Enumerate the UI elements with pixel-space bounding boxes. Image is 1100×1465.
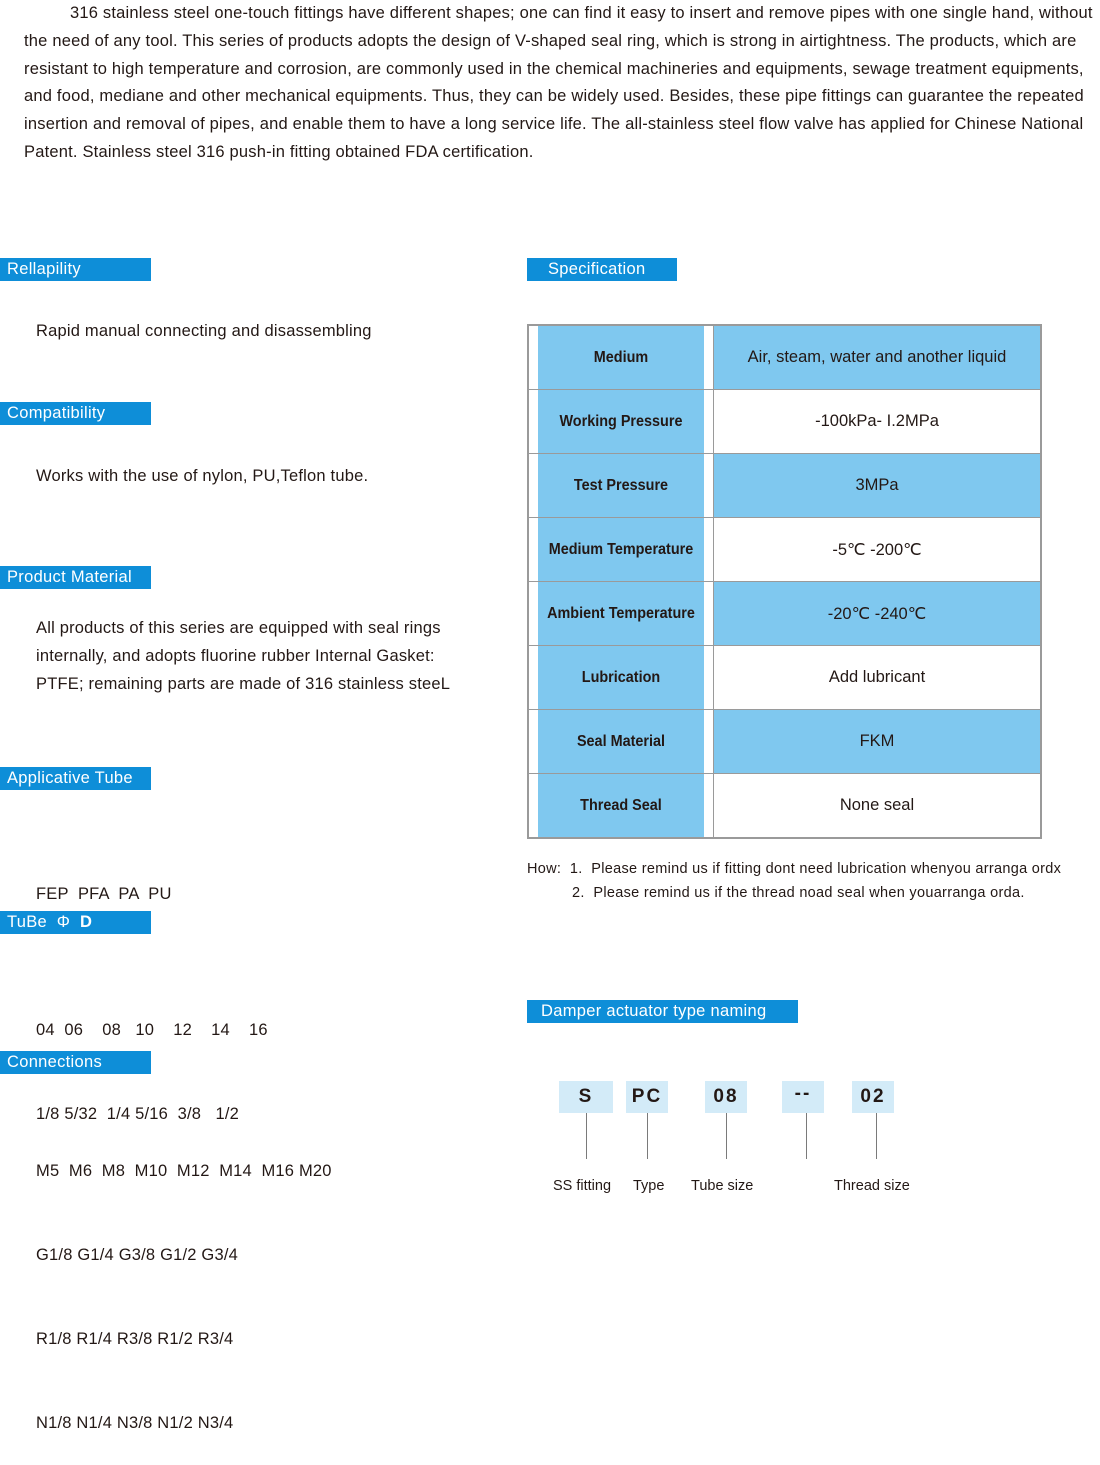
table-row: [528, 390, 1041, 454]
text-line: 1/8 5/32 1/4 5/16 3/8 1/2: [36, 1105, 240, 1123]
table-row: [528, 646, 1041, 710]
code-box-ss: S: [559, 1081, 613, 1113]
spec-notes: [527, 857, 1061, 905]
connections-text: [36, 1101, 332, 1465]
spec-value: FKM: [714, 710, 1042, 774]
table-row: [528, 325, 1041, 390]
spec-key: Medium: [537, 325, 704, 390]
compatibility-text: [36, 462, 368, 490]
section-tube-od-title: [0, 911, 151, 934]
connector-line: [806, 1113, 807, 1159]
text-line: PTFE; remaining parts are made of 316 stainless steeL: [36, 675, 451, 693]
section-tube-title: Applicative Tube: [0, 767, 151, 790]
connector-line: [586, 1113, 587, 1159]
table-row: [528, 774, 1041, 839]
tube-od-label: TuBe Φ: [7, 913, 71, 931]
code-box-type: PC: [626, 1081, 668, 1113]
label-thread-size: Thread size: [834, 1178, 910, 1194]
section-connections-title: Connections: [0, 1051, 151, 1074]
section-naming-title: Damper actuator type naming: [527, 1000, 798, 1023]
section-compatibility-title: Compatibility: [0, 402, 151, 425]
section-material-title: Product Material: [0, 566, 151, 589]
text-line: Rapid manual connecting and disassembling: [36, 322, 372, 340]
table-row: [528, 518, 1041, 582]
spec-value: -5℃ -200℃: [714, 518, 1042, 582]
spec-key: Lubrication: [537, 646, 704, 710]
connector-line: [726, 1113, 727, 1159]
spec-value: Add lubricant: [714, 646, 1042, 710]
text-line: internally, and adopts fluorine rubber Internal Gasket:: [36, 647, 435, 665]
section-reliability-title: Rellapility: [0, 258, 151, 281]
reliability-text: [36, 317, 372, 345]
note-line: 2. Please remind us if the thread noad seal when youarranga orda.: [572, 885, 1025, 901]
text-line: All products of this series are equipped with seal rings: [36, 619, 441, 637]
label-ss-fitting: SS fitting: [553, 1178, 612, 1194]
spec-key: Working Pressure: [537, 390, 704, 454]
code-box-thread-size: 02: [852, 1081, 894, 1113]
table-row: [528, 710, 1041, 774]
spec-table: [527, 324, 1042, 839]
label-tube-size: Tube size: [691, 1178, 754, 1194]
spec-value: 3MPa: [714, 454, 1042, 518]
text-line: M5 M6 M8 M10 M12 M14 M16 M20: [36, 1162, 332, 1180]
table-row: [528, 454, 1041, 518]
tube-od-symbol: D: [80, 913, 93, 931]
section-spec-title: Specification: [527, 258, 677, 281]
note-line: How: 1. Please remind us if fitting dont need lubrication whenyou arranga ordx: [527, 861, 1062, 877]
text-line: FEP PFA PA PU: [36, 885, 172, 903]
spec-value: None seal: [714, 774, 1042, 839]
spec-value: -100kPa- I.2MPa: [714, 390, 1042, 454]
spec-key: Thread Seal: [537, 774, 704, 839]
text-line: R1/8 R1/4 R3/8 R1/2 R3/4: [36, 1330, 234, 1348]
spec-key: Seal Material: [537, 710, 704, 774]
code-box-separator: --: [782, 1081, 824, 1113]
spec-value: Air, steam, water and another liquid: [714, 325, 1042, 390]
text-line: 04 06 08 10 12 14 16: [36, 1021, 268, 1039]
material-text: [36, 614, 450, 698]
text-line: Works with the use of nylon, PU,Teflon tube.: [36, 467, 369, 485]
text-line: N1/8 N1/4 N3/8 N1/2 N3/4: [36, 1414, 234, 1432]
connector-line: [876, 1113, 877, 1159]
text-line: G1/8 G1/4 G3/8 G1/2 G3/4: [36, 1246, 238, 1264]
spec-key: Medium Temperature: [537, 518, 704, 582]
code-box-tube-size: 08: [705, 1081, 747, 1113]
label-type: Type: [633, 1178, 665, 1194]
connector-line: [647, 1113, 648, 1159]
table-row: [528, 582, 1041, 646]
spec-value: -20℃ -240℃: [714, 582, 1042, 646]
intro-paragraph: 316 stainless steel one-touch fittings have different shapes; one can find it easy to insert and remove pipes with one single hand, without the need of any tool. This series of products adopts the design of V-shaped seal ring, which is strong in airtightness. The products, which are resistant to high temperature and corrosion, are commonly used in the chemical machineries and equipments, sewage treatment equipments, and food, mediane and other mechanical equipments. Thus, they can be widely used. Besides, these pipe fittings can guarantee the repeated insertion and removal of pipes, and enable them to have a long service life. The all-stainless steel flow valve has applied for Chinese National Patent. Stainless steel 316 push-in fitting obtained FDA certification.: [24, 4, 1093, 161]
spec-key: Test Pressure: [537, 454, 704, 518]
spec-key: Ambient Temperature: [537, 582, 704, 646]
